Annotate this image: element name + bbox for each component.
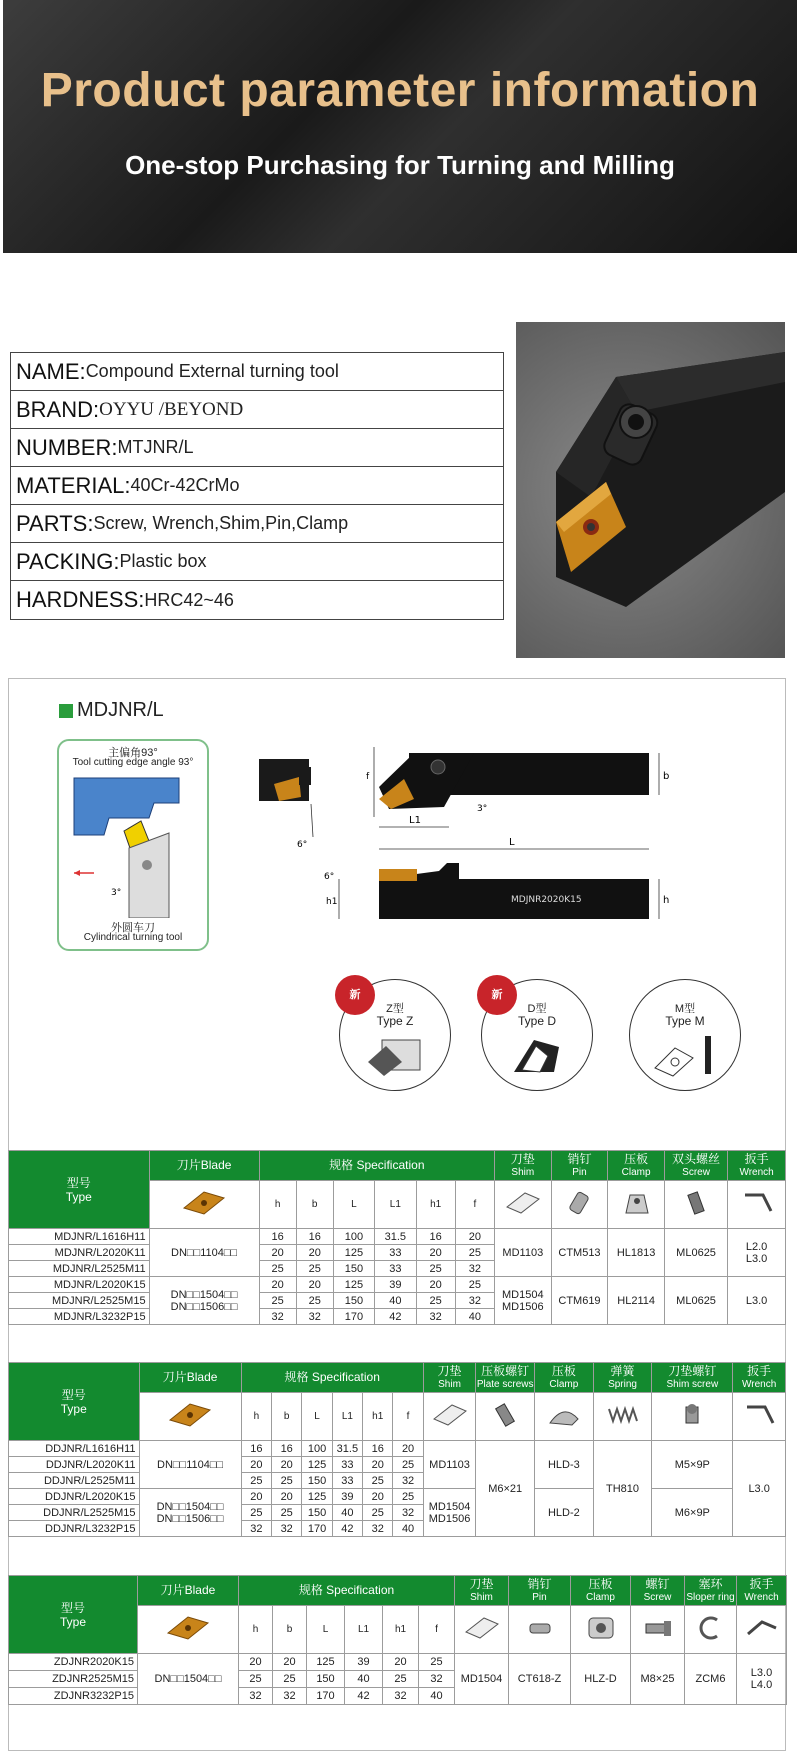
pin-cell: CTM619 [551, 1277, 608, 1325]
table-cell: L1 [345, 1606, 383, 1654]
spec-table-zdjnr [8, 1575, 787, 1705]
col-shim: 刀垫 Shim [494, 1151, 551, 1181]
sloper-ring-icon [685, 1606, 737, 1654]
wrench-cell: L3.0 L4.0 [737, 1654, 787, 1705]
table-row: DDJNR/L2525M15 [9, 1505, 140, 1521]
type-z-clamp-icon [362, 1032, 432, 1077]
col-blade: 刀片Blade [138, 1576, 239, 1606]
type-z-en: Type Z [376, 1014, 414, 1028]
table-cell: 150 [307, 1671, 345, 1688]
insert-icon [149, 1181, 259, 1229]
table-cell: 125 [333, 1277, 374, 1293]
table-cell: 32 [296, 1309, 333, 1325]
wrench-icon [728, 1181, 786, 1229]
table-cell: 39 [332, 1489, 362, 1505]
turning-sketch-icon [69, 773, 199, 918]
sub-f: f [455, 1181, 494, 1229]
shim-screw-cell: M5×9P [652, 1441, 733, 1489]
table-cell: 100 [333, 1229, 374, 1245]
table-cell: 150 [333, 1261, 374, 1277]
table-cell: 170 [302, 1521, 332, 1537]
table-cell: 39 [345, 1654, 383, 1671]
table-cell: 25 [363, 1505, 393, 1521]
screw-icon [664, 1181, 727, 1229]
info-value: Plastic box [119, 551, 207, 571]
table-cell: 20 [455, 1229, 494, 1245]
col-blade: 刀片Blade [139, 1363, 241, 1393]
info-row-packing [11, 543, 503, 581]
wrench-cell: L3.0 [733, 1441, 786, 1537]
col-screw: 螺钉 Screw [631, 1576, 685, 1606]
table-cell: 32 [273, 1688, 307, 1705]
table-cell: 16 [296, 1229, 333, 1245]
table-cell: 25 [416, 1261, 455, 1277]
angle-label-cn: 主偏角93° [108, 747, 158, 759]
table-cell: 125 [333, 1245, 374, 1261]
table-cell: 32 [363, 1521, 393, 1537]
clamp-cell: HLZ-D [571, 1654, 631, 1705]
table-cell: 150 [302, 1505, 332, 1521]
svg-text:L1: L1 [409, 815, 421, 826]
blade-cell: DN□□1104□□ [149, 1229, 259, 1277]
info-value: Screw, Wrench,Shim,Pin,Clamp [93, 513, 349, 533]
type-d-clamp-icon [504, 1032, 574, 1077]
svg-text:L: L [509, 837, 515, 848]
plate-screw-icon [476, 1393, 535, 1441]
table-cell: 125 [302, 1489, 332, 1505]
table-row: DDJNR/L2525M11 [9, 1473, 140, 1489]
info-value: 40Cr-42CrMo [130, 475, 240, 495]
table-cell: 16 [241, 1441, 271, 1457]
tool-drawing [249, 729, 679, 929]
table-cell: 20 [273, 1654, 307, 1671]
header-banner [3, 0, 797, 253]
table-cell: 32 [393, 1505, 423, 1521]
table-row: DDJNR/L1616H11 [9, 1441, 140, 1457]
product-photo [516, 322, 785, 658]
wrench-cell: L2.0 L3.0 [728, 1229, 786, 1277]
table-cell: L [302, 1393, 332, 1441]
table-cell: 100 [302, 1441, 332, 1457]
clamp-cell: HLD-3 [535, 1441, 594, 1489]
info-value: HRC42~46 [144, 589, 234, 610]
shim-cell: MD1103 [423, 1441, 476, 1489]
col-type: 型号 Type [9, 1576, 138, 1654]
table-cell: 25 [296, 1293, 333, 1309]
table-row: DDJNR/L2020K11 [9, 1457, 140, 1473]
info-key: MATERIAL: [16, 472, 131, 498]
col-spec: 规格 Specification [241, 1363, 423, 1393]
table-cell: 16 [416, 1229, 455, 1245]
svg-text:h: h [663, 895, 670, 906]
shim-cell: MD1103 [494, 1229, 551, 1277]
table-row: ZDJNR2020K15 [9, 1654, 138, 1671]
info-value: OYYU /BEYOND [99, 398, 244, 420]
table-cell: h1 [363, 1393, 393, 1441]
table-cell: 39 [375, 1277, 416, 1293]
table-cell: 31.5 [332, 1441, 362, 1457]
tool-label-en: Cylindrical turning tool [83, 932, 183, 943]
clamp-cell: HL2114 [608, 1277, 665, 1325]
spec-table-ddjnr [8, 1362, 786, 1537]
table-cell: 150 [302, 1473, 332, 1489]
type-d-cn: D型 [527, 1003, 547, 1015]
sub-b: b [296, 1181, 333, 1229]
blade-cell: DN□□1504□□ DN□□1506□□ [149, 1277, 259, 1325]
table-cell: 33 [375, 1245, 416, 1261]
table-cell: 20 [383, 1654, 419, 1671]
shim-icon [423, 1393, 476, 1441]
table-cell: 25 [241, 1505, 271, 1521]
table-cell: 16 [363, 1441, 393, 1457]
col-screw: 双头螺丝 Screw [664, 1151, 727, 1181]
tool-holder-icon [516, 322, 785, 658]
table-cell: 20 [296, 1277, 333, 1293]
table-row: ZDJNR2525M15 [9, 1671, 138, 1688]
table-row: MDJNR/L1616H11 [9, 1229, 150, 1245]
green-square-icon [59, 704, 73, 718]
table-cell: 25 [455, 1245, 494, 1261]
table-cell: 20 [272, 1489, 302, 1505]
pin-cell: CT618-Z [509, 1654, 571, 1705]
pin-icon [509, 1606, 571, 1654]
plate-screw-cell: M6×21 [476, 1441, 535, 1537]
col-shim: 刀垫 Shim [455, 1576, 509, 1606]
table-cell: 20 [272, 1457, 302, 1473]
col-type: 型号 Type [9, 1363, 140, 1441]
shim-screw-cell: M6×9P [652, 1489, 733, 1537]
table-cell: 32 [239, 1688, 273, 1705]
type-m-en: Type M [665, 1014, 705, 1028]
table-row: MDJNR/L2020K11 [9, 1245, 150, 1261]
shim-icon [455, 1606, 509, 1654]
col-clamp: 压板 Clamp [535, 1363, 594, 1393]
type-d-en: Type D [517, 1014, 556, 1028]
table-cell: 32 [419, 1671, 455, 1688]
table-cell: 40 [419, 1688, 455, 1705]
table-cell: 31.5 [375, 1229, 416, 1245]
table-row: DDJNR/L3232P15 [9, 1521, 140, 1537]
table-cell: 32 [272, 1521, 302, 1537]
table-cell: 170 [307, 1688, 345, 1705]
info-key: NAME: [16, 358, 86, 384]
clamp-cell: HLD-2 [535, 1489, 594, 1537]
screw-cell: ML0625 [664, 1277, 727, 1325]
col-blade: 刀片Blade [149, 1151, 259, 1181]
banner-subtitle: One-stop Purchasing for Turning and Milling [125, 150, 675, 180]
col-pin: 销钉 Pin [551, 1151, 608, 1181]
table-cell: 25 [259, 1293, 296, 1309]
clamp-icon [535, 1393, 594, 1441]
col-wrench: 扳手 Wrench [733, 1363, 786, 1393]
svg-text:MDJNR2020K15: MDJNR2020K15 [511, 895, 582, 905]
clamp-cell: HL1813 [608, 1229, 665, 1277]
info-key: PARTS: [16, 510, 94, 536]
table-cell: h1 [383, 1606, 419, 1654]
spec-table-mdjnr [8, 1150, 786, 1325]
table-cell: 25 [393, 1457, 423, 1473]
table-cell: 32 [241, 1521, 271, 1537]
type-m-circle [629, 979, 741, 1091]
table-cell: 125 [307, 1654, 345, 1671]
col-shim: 刀垫 Shim [423, 1363, 476, 1393]
table-cell: 42 [375, 1309, 416, 1325]
col-pin: 销钉 Pin [509, 1576, 571, 1606]
info-key: NUMBER: [16, 434, 118, 460]
new-badge: 新 [335, 975, 375, 1015]
table-cell: f [419, 1606, 455, 1654]
table-cell: L [307, 1606, 345, 1654]
table-cell: 32 [416, 1309, 455, 1325]
section-title [59, 699, 164, 722]
table-cell: 25 [393, 1489, 423, 1505]
col-wrench: 扳手 Wrench [737, 1576, 787, 1606]
shim-screw-icon [652, 1393, 733, 1441]
table-cell: 25 [363, 1473, 393, 1489]
svg-text:3°: 3° [477, 804, 488, 814]
table-cell: 25 [241, 1473, 271, 1489]
clamp-icon [571, 1606, 631, 1654]
shim-icon [494, 1181, 551, 1229]
spring-icon [593, 1393, 652, 1441]
table-cell: 33 [375, 1261, 416, 1277]
pin-cell: CTM513 [551, 1229, 608, 1277]
table-cell: 33 [332, 1457, 362, 1473]
insert-icon [138, 1606, 239, 1654]
table-cell: 40 [345, 1671, 383, 1688]
svg-text:b: b [663, 771, 670, 782]
table-cell: 20 [239, 1654, 273, 1671]
table-cell: 42 [332, 1521, 362, 1537]
svg-text:6°: 6° [324, 872, 335, 882]
table-cell: 20 [393, 1441, 423, 1457]
col-spec: 规格 Specification [259, 1151, 494, 1181]
sub-h: h [259, 1181, 296, 1229]
table-cell: 20 [416, 1245, 455, 1261]
table-row: MDJNR/L2525M11 [9, 1261, 150, 1277]
table-cell: 25 [416, 1293, 455, 1309]
info-key: PACKING: [16, 548, 120, 574]
sub-l: L [333, 1181, 374, 1229]
wrench-icon [737, 1606, 787, 1654]
table-row: MDJNR/L2525M15 [9, 1293, 150, 1309]
table-cell: 33 [332, 1473, 362, 1489]
table-row: DDJNR/L2020K15 [9, 1489, 140, 1505]
col-sloper-ring: 塞环 Sloper ring [685, 1576, 737, 1606]
table-cell: 40 [332, 1505, 362, 1521]
info-row-hardness [11, 581, 503, 619]
sloper-ring-cell: ZCM6 [685, 1654, 737, 1705]
table-cell: 16 [272, 1441, 302, 1457]
table-cell: 32 [455, 1293, 494, 1309]
col-spring: 弹簧 Spring [593, 1363, 652, 1393]
table-cell: h [239, 1606, 273, 1654]
blade-cell: DN□□1104□□ [139, 1441, 241, 1489]
table-cell: 32 [455, 1261, 494, 1277]
table-cell: 20 [259, 1277, 296, 1293]
col-shim-screw: 刀垫螺钉 Shim screw [652, 1363, 733, 1393]
col-plate-screws: 压板螺钉 Plate screws [476, 1363, 535, 1393]
table-cell: 32 [259, 1309, 296, 1325]
info-value: Compound External turning tool [85, 361, 339, 381]
table-cell: 25 [239, 1671, 273, 1688]
info-row-number [11, 429, 503, 467]
table-cell: 125 [302, 1457, 332, 1473]
svg-text:3°: 3° [111, 888, 122, 898]
sub-l1: L1 [375, 1181, 416, 1229]
col-wrench: 扳手 Wrench [728, 1151, 786, 1181]
blade-cell: DN□□1504□□ DN□□1506□□ [139, 1489, 241, 1537]
clamp-icon [608, 1181, 665, 1229]
section-title-text: MDJNR/L [77, 699, 164, 721]
table-cell: 170 [333, 1309, 374, 1325]
new-badge: 新 [477, 975, 517, 1015]
table-cell: 20 [363, 1489, 393, 1505]
type-m-cn: M型 [674, 1003, 696, 1015]
info-key: HARDNESS: [16, 587, 145, 612]
table-cell: 40 [455, 1309, 494, 1325]
table-cell: 25 [273, 1671, 307, 1688]
table-cell: 25 [259, 1261, 296, 1277]
table-cell: 150 [333, 1293, 374, 1309]
table-cell: 25 [272, 1473, 302, 1489]
table-cell: 20 [363, 1457, 393, 1473]
screw-cell: M8×25 [631, 1654, 685, 1705]
table-cell: 40 [393, 1521, 423, 1537]
table-cell: b [273, 1606, 307, 1654]
table-cell: 20 [241, 1489, 271, 1505]
table-row: MDJNR/L2020K15 [9, 1277, 150, 1293]
table-cell: 20 [296, 1245, 333, 1261]
tool-label-cn: 外圆车刀 [111, 922, 155, 934]
table-cell: b [272, 1393, 302, 1441]
info-row-brand [11, 391, 503, 429]
angle-diagram [57, 739, 209, 951]
table-cell: f [393, 1393, 423, 1441]
col-type: 型号 Type [9, 1151, 150, 1229]
svg-text:f: f [366, 772, 370, 782]
table-cell: 25 [455, 1277, 494, 1293]
shim-cell: MD1504 [455, 1654, 509, 1705]
table-cell: 20 [241, 1457, 271, 1473]
shim-cell: MD1504 MD1506 [494, 1277, 551, 1325]
table-cell: 25 [383, 1671, 419, 1688]
insert-icon [139, 1393, 241, 1441]
product-info-table [10, 352, 504, 620]
angle-label-en: Tool cutting edge angle 93° [72, 757, 194, 768]
col-clamp: 压板 Clamp [571, 1576, 631, 1606]
blade-cell: DN□□1504□□ [138, 1654, 239, 1705]
type-m-clamp-icon [645, 1032, 725, 1077]
table-cell: 25 [296, 1261, 333, 1277]
table-cell: 42 [345, 1688, 383, 1705]
pin-icon [551, 1181, 608, 1229]
screw-cell: ML0625 [664, 1229, 727, 1277]
wrench-icon [733, 1393, 786, 1441]
col-clamp: 压板 Clamp [608, 1151, 665, 1181]
table-cell: 25 [272, 1505, 302, 1521]
col-spec: 规格 Specification [239, 1576, 455, 1606]
sub-h1: h1 [416, 1181, 455, 1229]
table-cell: L1 [332, 1393, 362, 1441]
table-cell: h [241, 1393, 271, 1441]
banner-title: Product parameter information [40, 64, 760, 117]
svg-text:h1: h1 [326, 897, 338, 907]
shim-cell: MD1504 MD1506 [423, 1489, 476, 1537]
info-value: MTJNR/L [117, 437, 194, 457]
table-cell: 16 [259, 1229, 296, 1245]
svg-text:6°: 6° [297, 840, 308, 850]
type-z-cn: Z型 [386, 1003, 404, 1015]
info-row-name [11, 353, 503, 391]
info-row-parts [11, 505, 503, 543]
info-row-material [11, 467, 503, 505]
table-row: MDJNR/L3232P15 [9, 1309, 150, 1325]
table-cell: 32 [393, 1473, 423, 1489]
table-cell: 32 [383, 1688, 419, 1705]
spring-cell: TH810 [593, 1441, 652, 1537]
table-row: ZDJNR3232P15 [9, 1688, 138, 1705]
info-key: BRAND: [16, 396, 100, 422]
table-cell: 40 [375, 1293, 416, 1309]
table-cell: 20 [259, 1245, 296, 1261]
table-cell: 20 [416, 1277, 455, 1293]
screw-icon [631, 1606, 685, 1654]
table-cell: 25 [419, 1654, 455, 1671]
wrench-cell: L3.0 [728, 1277, 786, 1325]
